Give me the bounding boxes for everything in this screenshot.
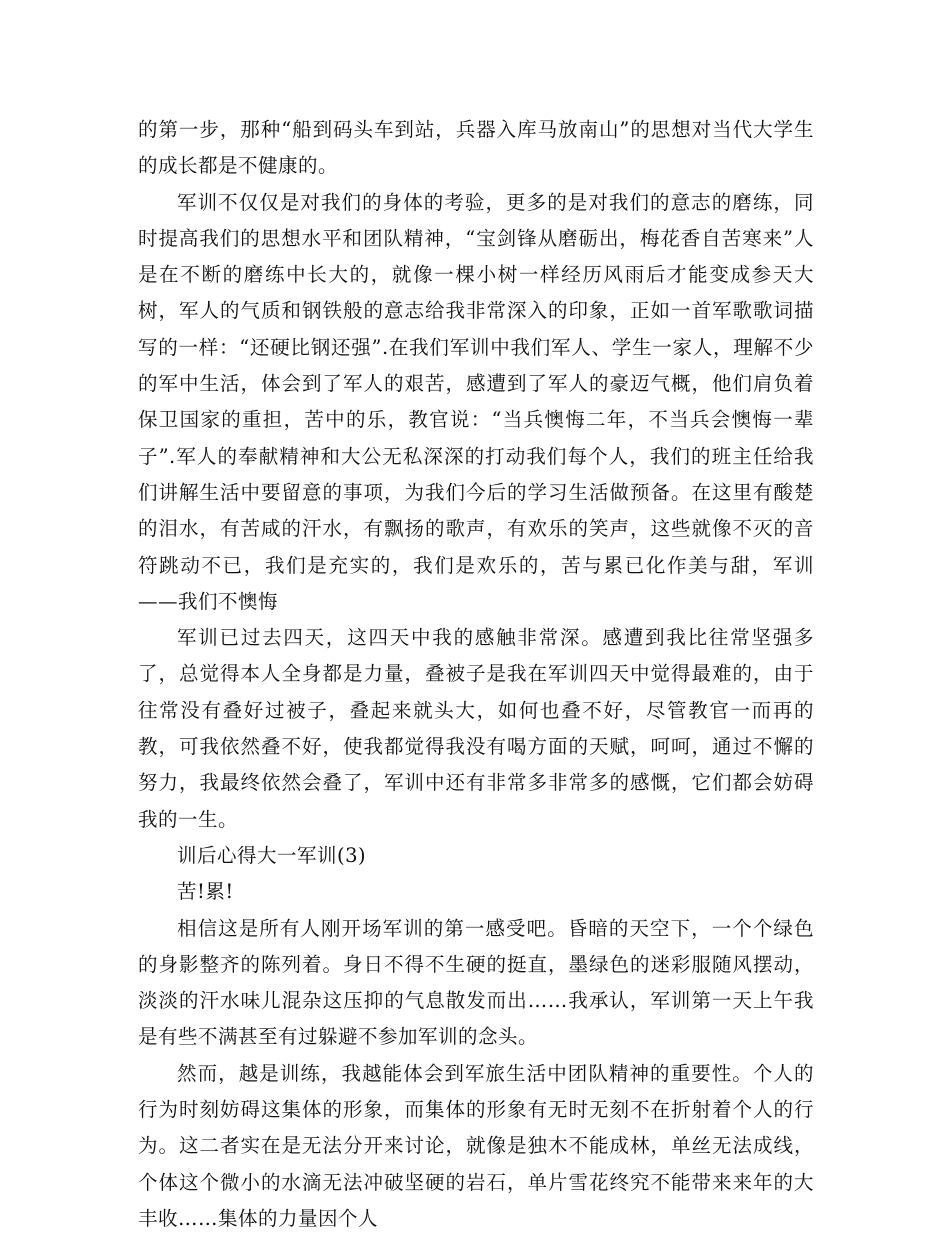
paragraph-3: 军训已过去四天，这四天中我的感触非常深。感遭到我比往常坚强多了，总觉得本人全身都是力量，叠被子是我在军训四天中觉得最难的，由于往常没有叠好过被子，叠起来就头大，如何也叠不好，尽管教官一而再的教，可我依然叠不好，使我都觉得我没有喝方面的天赋，呵呵，通过不懈的努力，我最终依然会叠了，军训中还有非常多非常多的感慨，它们都会妨碍我的一生。 xyxy=(138,626,814,831)
paragraph-2: 军训不仅仅是对我们的身体的考验，更多的是对我们的意志的磨练，同时提高我们的思想水平和团队精神，“宝剑锋从磨砺出，梅花香自苦寒来”人是在不断的磨练中长大的，就像一棵小树一样经历风雨后才能变成参天大树，军人的气质和钢铁般的意志给我非常深入的印象，正如一首军歌歌词描写的一样：“还硬比钢还强”.在我们军训中我们军人、学生一家人，理解不少的军中生活，体会到了军人的艰苦，感遭到了军人的豪迈气概，他们肩负着保卫国家的重担，苦中的乐，教官说：“当兵懊悔二年，不当兵会懊悔一辈子”.军人的奉献精神和大公无私深深的打动我们每个人，我们的班主任给我们讲解生活中要留意的事项，为我们今后的学习生活做预备。在这里有酸楚的泪水，有苦咸的汗水，有飘扬的歌声，有欢乐的笑声，这些就像不灭的音符跳动不已，我们是充实的，我们是欢乐的，苦与累已化作美与甜，军训——我们不懊悔 xyxy=(138,190,814,613)
paragraph-exclamation: 苦!累! xyxy=(177,880,234,904)
section-heading: 训后心得大一军训(3) xyxy=(177,843,367,867)
paragraph-4: 相信这是所有人刚开场军训的第一感受吧。昏暗的天空下，一个个绿色的身影整齐的陈列着。身日不得不生硬的挺直，墨绿色的迷彩服随风摆动，淡淡的汗水味儿混杂这压抑的气息散发而出……我承认，军训第一天上午我是有些不满甚至有过躲避不参加军训的念头。 xyxy=(138,916,814,1049)
document-body xyxy=(138,112,814,1237)
paragraph-5: 然而，越是训练，我越能体会到军旅生活中团队精神的重要性。个人的行为时刻妨碍这集体的形象，而集体的形象有无时无刻不在折射着个人的行为。这二者实在是无法分开来讨论，就像是独木不能成林，单丝无法成线，个体这个微小的水滴无法冲破坚硬的岩石，单片雪花终究不能带来来年的大丰收……集体的力量因个人 xyxy=(138,1061,814,1230)
paragraph-1: 的第一步，那种“船到码头车到站，兵器入库马放南山”的思想对当代大学生的成长都是不健康的。 xyxy=(138,118,814,178)
